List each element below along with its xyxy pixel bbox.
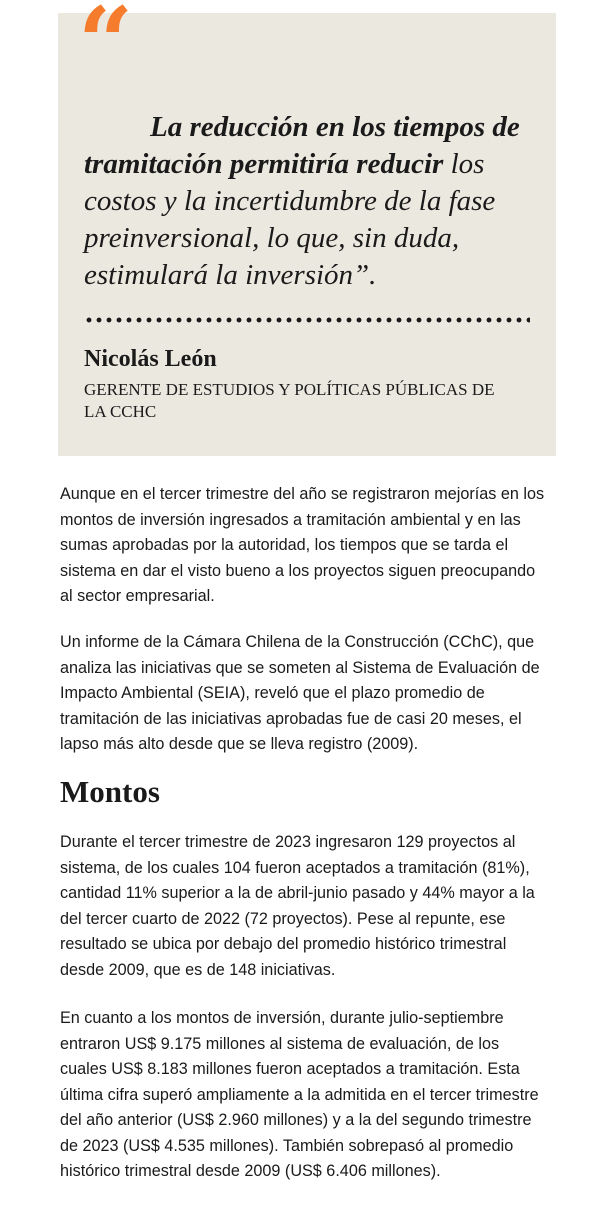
article-paragraph: Aunque en el tercer trimestre del año se registraron mejorías en los montos de inversión ingresados a tramitación ambiental y en las sumas aprobadas por la autoridad, los tiempos que se tarda el sistema en dar el visto bueno a los proyectos siguen preocupando al sector empresarial. bbox=[60, 485, 545, 605]
author-name: Nicolás León bbox=[84, 346, 217, 372]
quote-lead-text: La reducción en los tiempos de tramitación permitiría reducir bbox=[84, 111, 520, 180]
author-role: GERENTE DE ESTUDIOS Y POLÍTICAS PÚBLICAS DE LA CCHC bbox=[84, 380, 495, 421]
article-paragraph: Un informe de la Cámara Chilena de la Construcción (CChC), que analiza las iniciativas que se someten al Sistema de Evaluación de Impacto Ambiental (SEIA), reveló que el plazo promedio de tramitación de las iniciativas aprobadas fue de casi 20 meses, el lapso más alto desde que se lleva registro (2009). bbox=[60, 633, 540, 753]
article-paragraph: Durante el tercer trimestre de 2023 ingresaron 129 proyectos al sistema, de los cuales 104 fueron aceptados a tramitación (81%), cantidad 11% superior a la de abril-junio pasado y 44% mayor a la del tercer cuarto de 2022 (72 proyectos). Pese al repunte, ese resultado se ubica por debajo del promedio histórico trimestral desde 2009, que es de 148 iniciativas. bbox=[60, 833, 535, 979]
section-title: Montos bbox=[60, 774, 160, 809]
pull-quote bbox=[58, 0, 556, 456]
quote-mark-icon: “ bbox=[78, 0, 130, 99]
dotted-divider bbox=[84, 317, 530, 323]
article-paragraph: En cuanto a los montos de inversión, durante julio-septiembre entraron US$ 9.175 millones al sistema de evaluación, de los cuales US$ 8.183 millones fueron aceptados a tramitación. Esta última cifra superó ampliamente a la admitida en el tercer trimestre del año anterior (US$ 2.960 millones) y a la del segundo trimestre de 2023 (US$ 4.535 millones). También sobrepasó al promedio histórico trimestral desde 2009 (US$ 6.406 millones). bbox=[60, 1009, 539, 1180]
quote-rest-text: los costos y la incertidumbre de la fase preinversional, lo que, sin duda, estimulará la inversión”. bbox=[84, 148, 496, 291]
quote-text bbox=[84, 109, 544, 294]
